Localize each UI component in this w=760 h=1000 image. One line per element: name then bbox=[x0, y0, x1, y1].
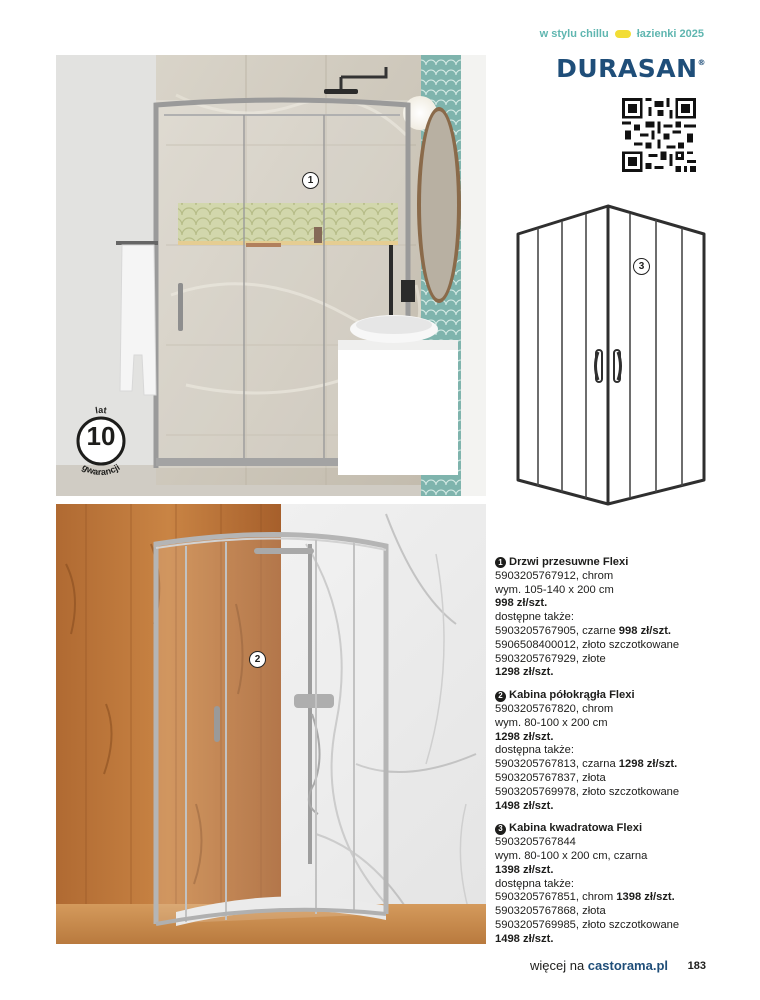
price: 998 zł/szt. bbox=[495, 597, 548, 610]
callout-marker-2: 2 bbox=[249, 651, 266, 668]
product-detail-line bbox=[495, 666, 720, 680]
detail-text: wym. 80-100 x 200 cm, czarna bbox=[495, 849, 648, 862]
price: 1498 zł/szt. bbox=[495, 932, 554, 945]
product-detail-line bbox=[495, 758, 720, 772]
brand-logo bbox=[556, 54, 706, 83]
product-title: Kabina kwadratowa Flexi bbox=[509, 822, 643, 835]
product-name bbox=[495, 689, 720, 703]
detail-text: 5903205767912, chrom bbox=[495, 569, 614, 582]
product-detail-line bbox=[495, 919, 720, 933]
product-detail-line bbox=[495, 864, 720, 878]
price: 1298 zł/szt. bbox=[618, 758, 678, 771]
product-detail-line bbox=[495, 731, 720, 745]
product-square-shower-drawing bbox=[510, 196, 712, 510]
product-2 bbox=[495, 689, 720, 813]
footer-link[interactable] bbox=[530, 958, 668, 973]
product-detail-line bbox=[495, 639, 720, 653]
footer-prefix: więcej na bbox=[529, 958, 588, 973]
section-tag bbox=[540, 28, 704, 40]
detail-text: 5903205767905, czarne bbox=[495, 624, 619, 637]
qr-code-icon[interactable] bbox=[622, 98, 696, 172]
brand-name: DURASAN bbox=[556, 54, 698, 83]
price: 1298 zł/szt. bbox=[495, 730, 554, 743]
product-detail-line bbox=[495, 933, 720, 947]
product-detail-line bbox=[495, 772, 720, 786]
detail-text: 5903205767820, chrom bbox=[495, 702, 614, 715]
photo-quadrant-shower bbox=[56, 504, 486, 944]
product-detail-line bbox=[495, 611, 720, 625]
detail-text: dostępna także: bbox=[495, 877, 574, 890]
detail-text: 5903205767837, złota bbox=[495, 771, 606, 784]
detail-text: dostępne także: bbox=[495, 611, 574, 624]
detail-text: 5903205769985, złoto szczotkowane bbox=[495, 918, 680, 931]
detail-text: 5903205769978, złoto szczotkowane bbox=[495, 785, 680, 798]
price: 1398 zł/szt. bbox=[616, 891, 675, 904]
product-list bbox=[495, 556, 720, 956]
section-tag-left: w stylu chillu bbox=[539, 28, 609, 40]
product-detail-line bbox=[495, 744, 720, 758]
svg-text:lat: lat bbox=[94, 404, 108, 416]
brand-registered-mark: ® bbox=[697, 58, 706, 67]
callout-marker-3: 3 bbox=[633, 258, 650, 275]
svg-text:gwarancji: gwarancji bbox=[80, 462, 122, 478]
product-detail-line bbox=[495, 800, 720, 814]
price: 1498 zł/szt. bbox=[495, 799, 554, 812]
tag-pill-icon bbox=[615, 30, 631, 38]
product-number-badge: 2 bbox=[495, 691, 506, 702]
product-title: Kabina półokrągła Flexi bbox=[509, 689, 635, 702]
product-name bbox=[495, 822, 720, 836]
detail-text: 5903205767813, czarna bbox=[495, 758, 619, 771]
detail-text: wym. 80-100 x 200 cm bbox=[495, 716, 608, 729]
detail-text: 5903205767844 bbox=[495, 836, 576, 849]
product-detail-line bbox=[495, 891, 720, 905]
product-detail-line bbox=[495, 717, 720, 731]
product-detail-line bbox=[495, 597, 720, 611]
product-detail-line bbox=[495, 905, 720, 919]
product-detail-line bbox=[495, 653, 720, 667]
detail-text: 5903205767868, złota bbox=[495, 905, 606, 918]
detail-text: wym. 105-140 x 200 cm bbox=[495, 583, 614, 596]
product-3 bbox=[495, 822, 720, 946]
product-detail-line bbox=[495, 584, 720, 598]
product-detail-line bbox=[495, 850, 720, 864]
warranty-years: 10 bbox=[86, 421, 116, 451]
price: 998 zł/szt. bbox=[618, 624, 672, 637]
price: 1298 zł/szt. bbox=[495, 666, 554, 679]
product-number-badge: 1 bbox=[495, 557, 506, 568]
product-detail-line bbox=[495, 786, 720, 800]
footer-site[interactable]: castorama.pl bbox=[587, 958, 668, 973]
detail-text: 5903205767851, chrom bbox=[495, 891, 617, 904]
product-detail-line bbox=[495, 570, 720, 584]
product-detail-line bbox=[495, 836, 720, 850]
product-detail-line bbox=[495, 878, 720, 892]
detail-text: dostępna także: bbox=[495, 744, 574, 757]
callout-marker-1: 1 bbox=[302, 172, 319, 189]
product-detail-line bbox=[495, 625, 720, 639]
product-name bbox=[495, 556, 720, 570]
detail-text: 5903205767929, złote bbox=[495, 652, 606, 665]
price: 1398 zł/szt. bbox=[495, 863, 554, 876]
product-1 bbox=[495, 556, 720, 680]
page-number: 183 bbox=[687, 960, 706, 972]
product-title: Drzwi przesuwne Flexi bbox=[509, 556, 629, 568]
detail-text: 5906508400012, złoto szczotkowane bbox=[495, 638, 680, 651]
product-number-badge: 3 bbox=[495, 824, 506, 835]
section-tag-right: łazienki 2025 bbox=[636, 28, 704, 40]
product-detail-line bbox=[495, 703, 720, 717]
